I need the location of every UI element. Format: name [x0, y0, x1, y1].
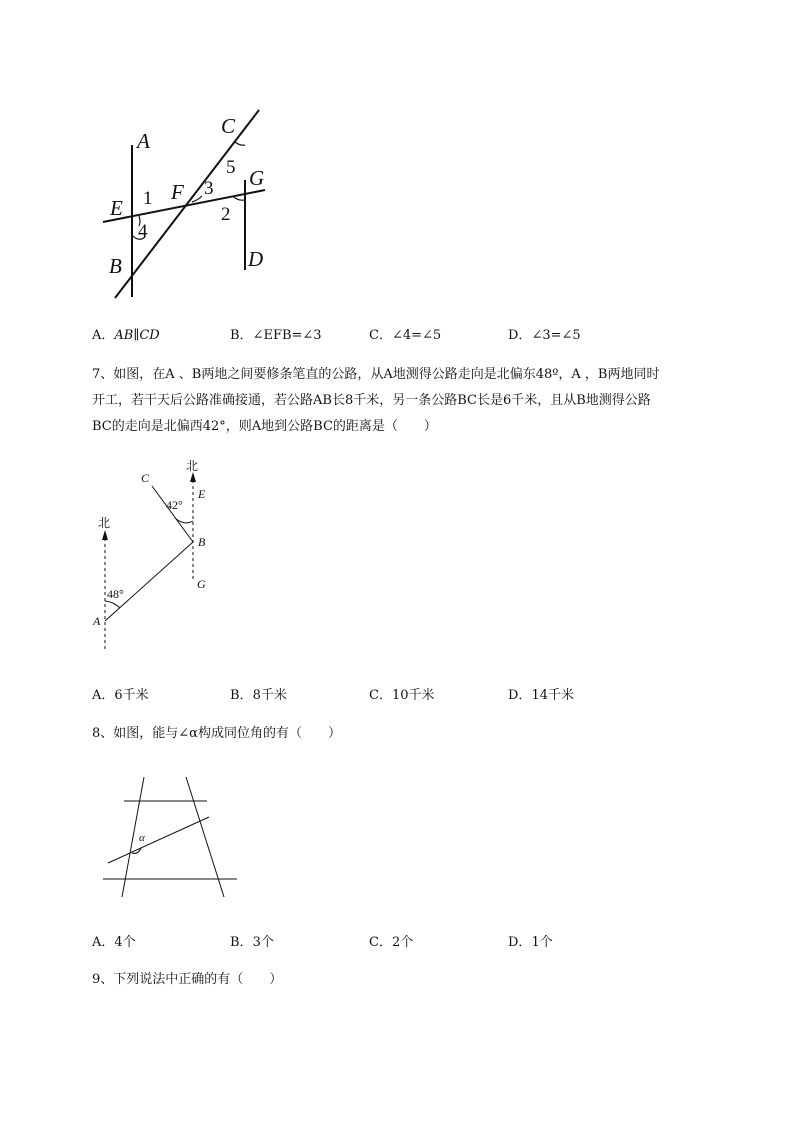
arc-angle-5 [235, 142, 245, 145]
angle-3: 3 [204, 178, 214, 199]
q7-line-2: 开工，若干天后公路准确接通，若公路AB长8千米，另一条公路BC长是6千米，且从B地测得公路 [92, 393, 651, 408]
q8-stem [92, 721, 732, 747]
label-B2: B [198, 535, 206, 549]
q7-option-d[interactable]: D．14千米 [508, 688, 574, 703]
angle-4: 4 [138, 221, 148, 242]
arrow-north-A [102, 530, 108, 540]
angle-2: 2 [221, 204, 231, 225]
q6-option-b[interactable]: B．∠EFB=∠3 [230, 328, 322, 343]
q7-stem [92, 362, 732, 440]
arc-48 [105, 601, 120, 608]
q7-option-c[interactable]: C．10千米 [369, 688, 435, 703]
q9-text: 9、下列说法中正确的有（ ） [92, 972, 283, 987]
q7-option-a[interactable]: A．6千米 [92, 688, 149, 703]
arc-42 [175, 518, 193, 523]
figure-road-bearing-svg [88, 460, 228, 660]
segment-AB [105, 542, 193, 621]
q6-option-c[interactable]: C．∠4=∠5 [369, 328, 442, 343]
q8-option-a[interactable]: A．4个 [92, 935, 136, 950]
label-A2: A [93, 614, 101, 628]
arrow-north-B [190, 472, 196, 482]
q6-option-a[interactable]: A．AB∥CD [92, 328, 160, 343]
q7-options [92, 684, 732, 704]
label-G: G [249, 166, 265, 190]
q9-stem [92, 967, 732, 993]
q8-text: 8、如图，能与∠α构成同位角的有（ ） [92, 726, 341, 741]
line-EG [103, 190, 265, 222]
label-D: D [248, 247, 264, 271]
label-A: A [137, 129, 150, 153]
label-G2: G [197, 577, 206, 591]
angle-48-label: 48° [107, 587, 124, 601]
q7-line-3: BC的走向是北偏西42°，则A地到公路BC的距离是（ ） [92, 419, 437, 434]
q8-option-d[interactable]: D．1个 [508, 935, 553, 950]
q7-line-1: 7、如图，在A 、B两地之间要修条笔直的公路，从A地测得公路走向是北偏东48º，A ，B两地同时 [92, 367, 660, 382]
figure-road-bearing [88, 460, 228, 660]
angle-42-label: 42° [166, 498, 183, 512]
angle-1: 1 [143, 188, 153, 209]
figure-corresponding-angles-svg [100, 775, 245, 900]
segment-BC [152, 486, 193, 542]
q8-option-b[interactable]: B．3个 [230, 935, 274, 950]
q8-option-c[interactable]: C．2个 [369, 935, 414, 950]
alpha-label: α [139, 832, 145, 844]
label-C: C [221, 114, 236, 138]
figure-corresponding-angles [100, 775, 245, 900]
label-B: B [109, 254, 122, 278]
q6-options [92, 324, 732, 344]
label-E: E [110, 196, 123, 220]
figure-parallel-lines [95, 100, 285, 305]
label-F: F [171, 180, 184, 204]
label-C2: C [141, 471, 150, 485]
q6-option-d[interactable]: D．∠3=∠5 [508, 328, 581, 343]
q7-option-b[interactable]: B．8千米 [230, 688, 287, 703]
figure-parallel-lines-svg [95, 100, 285, 305]
angle-5: 5 [226, 157, 236, 178]
label-E2: E [198, 487, 206, 501]
north-label-B: 北 [186, 459, 199, 473]
north-label-A: 北 [98, 516, 111, 530]
q8-options [92, 931, 732, 951]
transversal-line [108, 817, 209, 863]
